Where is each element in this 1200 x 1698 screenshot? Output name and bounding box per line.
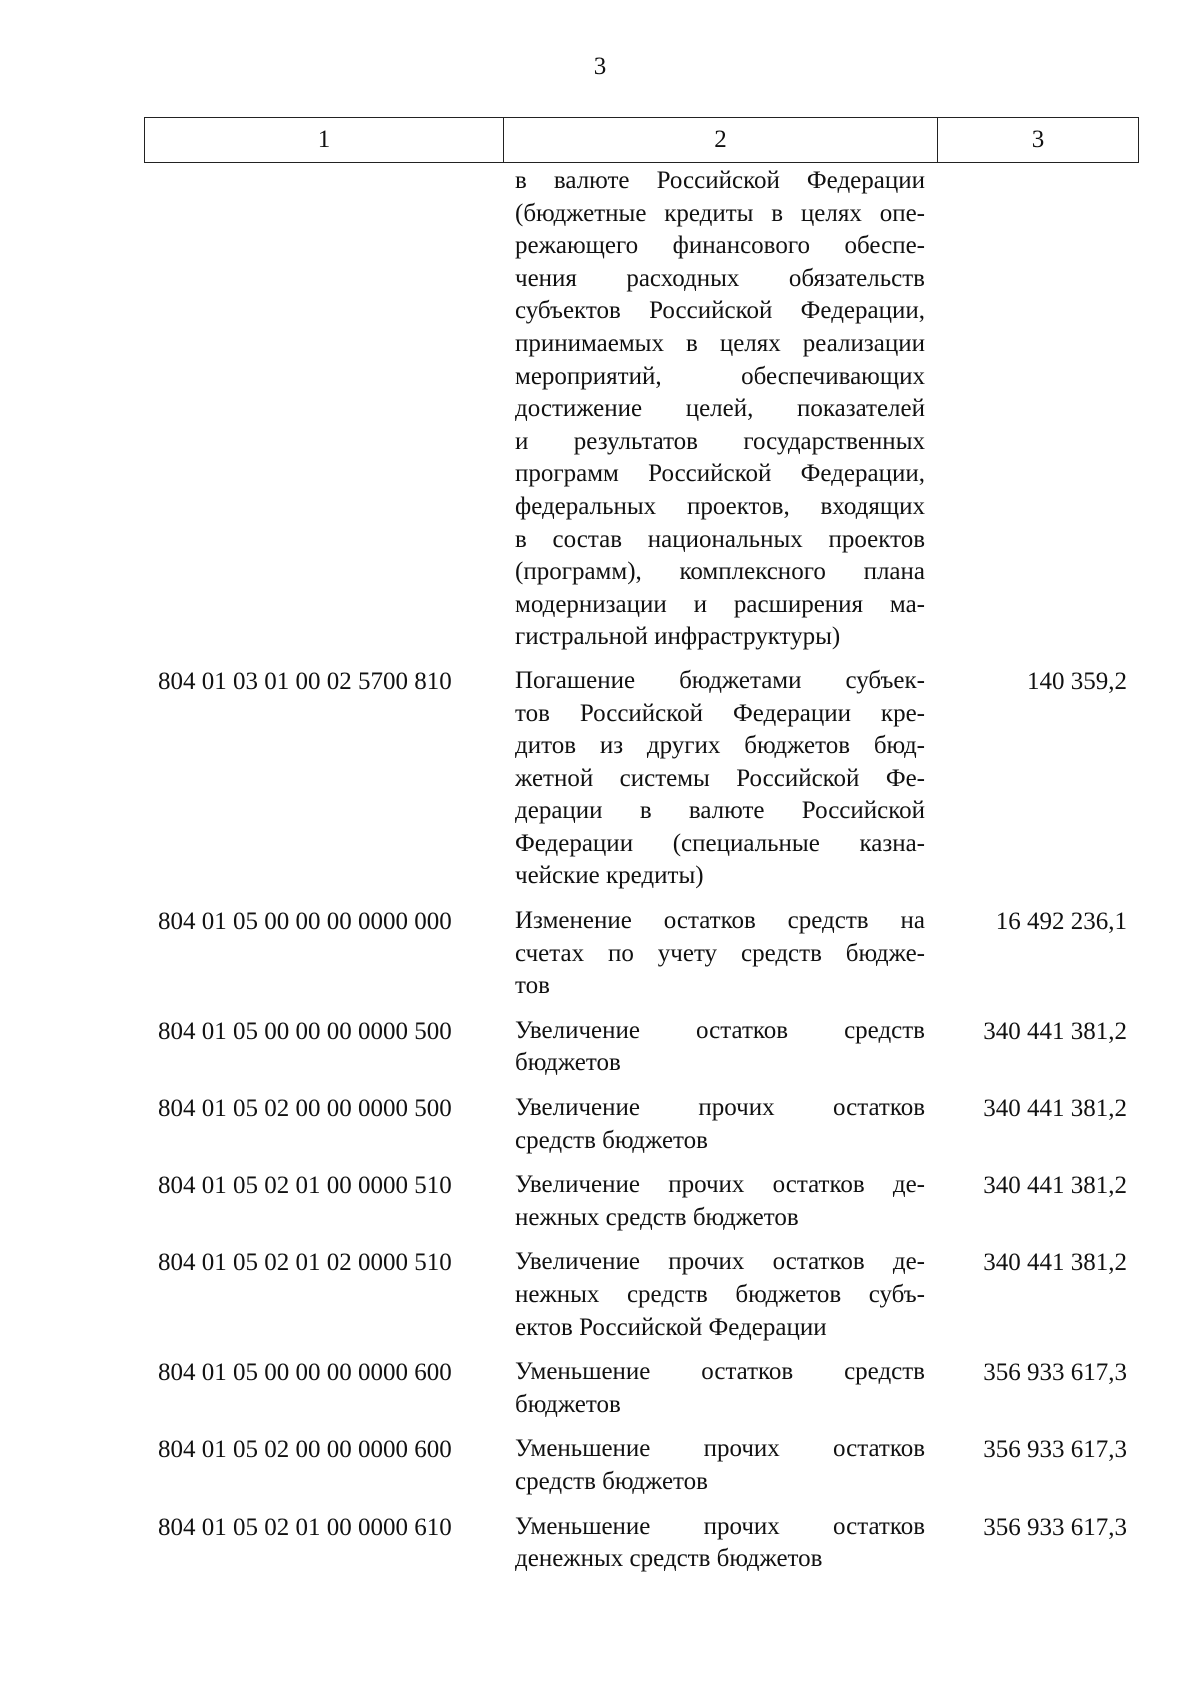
- description-line: нежных средств бюджетов: [515, 1203, 799, 1231]
- description-line: бюджетов: [515, 1390, 621, 1418]
- description-line: денежных средств бюджетов: [515, 1545, 823, 1573]
- table-header: [144, 117, 1139, 163]
- description-line: и результатов государственных: [515, 427, 925, 455]
- description-line: Увеличение прочих остатков де-: [515, 1248, 925, 1276]
- description-line: режающего финансового обеспе-: [515, 232, 925, 260]
- description-line: средств бюджетов: [515, 1467, 708, 1495]
- row-amount: [937, 165, 1139, 654]
- row-code: [144, 165, 503, 654]
- description-line: (программ), комплексного плана: [515, 558, 925, 586]
- description-line: мероприятий, обеспечивающих: [515, 362, 925, 390]
- row-spacer: [144, 1499, 1139, 1511]
- description-line: субъектов Российской Федерации,: [515, 297, 925, 325]
- description-line: Уменьшение остатков средств: [515, 1358, 925, 1386]
- header-cell-2: 2: [504, 118, 938, 162]
- row-spacer: [144, 893, 1139, 905]
- table-row: [144, 1356, 1139, 1421]
- row-code: 804 01 05 02 01 00 0000 510: [158, 1172, 452, 1200]
- row-amount: 356 933 617,3: [983, 1436, 1127, 1464]
- table-row: [144, 165, 1139, 654]
- table-row: [144, 1433, 1139, 1498]
- description-line: Увеличение остатков средств: [515, 1016, 925, 1044]
- table-row: [144, 1246, 1139, 1344]
- table-body: [144, 165, 1139, 1576]
- row-code: 804 01 05 02 01 02 0000 510: [158, 1249, 452, 1277]
- description-line: дитов из других бюджетов бюд-: [515, 732, 925, 760]
- row-code: 804 01 05 00 00 00 0000 500: [158, 1017, 452, 1045]
- row-code: 804 01 05 02 00 00 0000 600: [158, 1436, 452, 1464]
- row-description: [503, 905, 937, 1003]
- description-line: чейские кредиты): [515, 862, 704, 890]
- row-amount: 340 441 381,2: [983, 1095, 1127, 1123]
- row-description: [503, 1246, 937, 1344]
- description-line: Уменьшение прочих остатков: [515, 1512, 925, 1540]
- table-row: [144, 665, 1139, 893]
- description-line: жетной системы Российской Фе-: [515, 764, 925, 792]
- row-spacer: [144, 1234, 1139, 1246]
- table-row: [144, 1015, 1139, 1080]
- description-line: федеральных проектов, входящих: [515, 492, 925, 520]
- row-spacer: [144, 1344, 1139, 1356]
- row-code: 804 01 05 02 00 00 0000 500: [158, 1095, 452, 1123]
- row-description: [503, 1092, 937, 1157]
- description-line: (бюджетные кредиты в целях опе-: [515, 199, 925, 227]
- description-line: Погашение бюджетами субъек-: [515, 666, 925, 694]
- row-description: [503, 1169, 937, 1234]
- description-line: Изменение остатков средств на: [515, 907, 925, 935]
- row-spacer: [144, 1157, 1139, 1169]
- description-line: ектов Российской Федерации: [515, 1313, 827, 1341]
- row-description: [503, 1015, 937, 1080]
- description-line: Федерации (специальные казна-: [515, 829, 925, 857]
- row-code: 804 01 05 00 00 00 0000 600: [158, 1359, 452, 1387]
- row-spacer: [144, 1080, 1139, 1092]
- description-line: дерации в валюте Российской: [515, 797, 925, 825]
- row-amount: 340 441 381,2: [983, 1017, 1127, 1045]
- description-line: счетах по учету средств бюдже-: [515, 939, 925, 967]
- description-line: программ Российской Федерации,: [515, 460, 925, 488]
- row-amount: 140 359,2: [1027, 667, 1127, 695]
- description-line: тов: [515, 972, 550, 1000]
- row-spacer: [144, 1421, 1139, 1433]
- header-cell-1: 1: [145, 118, 504, 162]
- description-line: Увеличение прочих остатков: [515, 1094, 925, 1122]
- row-code: 804 01 05 02 01 00 0000 610: [158, 1513, 452, 1541]
- row-amount: 356 933 617,3: [983, 1359, 1127, 1387]
- description-line: гистральной инфраструктуры): [515, 623, 841, 651]
- header-cell-3: 3: [1031, 126, 1045, 153]
- description-line: достижение целей, показателей: [515, 395, 925, 423]
- description-line: Увеличение прочих остатков де-: [515, 1171, 925, 1199]
- description-line: тов Российской Федерации кре-: [515, 699, 925, 727]
- description-line: принимаемых в целях реализации: [515, 329, 925, 357]
- description-line: в валюте Российской Федерации: [515, 167, 925, 194]
- description-line: бюджетов: [515, 1049, 621, 1077]
- description-line: средств бюджетов: [515, 1126, 708, 1154]
- row-spacer: [144, 654, 1139, 665]
- row-description: [503, 665, 937, 893]
- row-amount: 340 441 381,2: [983, 1172, 1127, 1200]
- table-row: [144, 1511, 1139, 1576]
- description-line: в состав национальных проектов: [515, 525, 925, 553]
- description-line: модернизации и расширения ма-: [515, 590, 925, 618]
- row-description: [503, 165, 937, 654]
- row-spacer: [144, 1003, 1139, 1015]
- table-row: [144, 1169, 1139, 1234]
- row-description: [503, 1433, 937, 1498]
- description-line: чения расходных обязательств: [515, 264, 925, 292]
- row-description: [503, 1356, 937, 1421]
- row-amount: 356 933 617,3: [983, 1513, 1127, 1541]
- row-code: 804 01 05 00 00 00 0000 000: [158, 908, 452, 936]
- row-code: 804 01 03 01 00 02 5700 810: [158, 667, 452, 695]
- page-number: 3: [593, 53, 607, 80]
- row-description: [503, 1511, 937, 1576]
- table-row: [144, 905, 1139, 1003]
- description-line: Уменьшение прочих остатков: [515, 1435, 925, 1463]
- row-amount: 340 441 381,2: [983, 1249, 1127, 1277]
- description-line: нежных средств бюджетов субъ-: [515, 1281, 925, 1308]
- row-amount: 16 492 236,1: [995, 908, 1127, 936]
- table-row: [144, 1092, 1139, 1157]
